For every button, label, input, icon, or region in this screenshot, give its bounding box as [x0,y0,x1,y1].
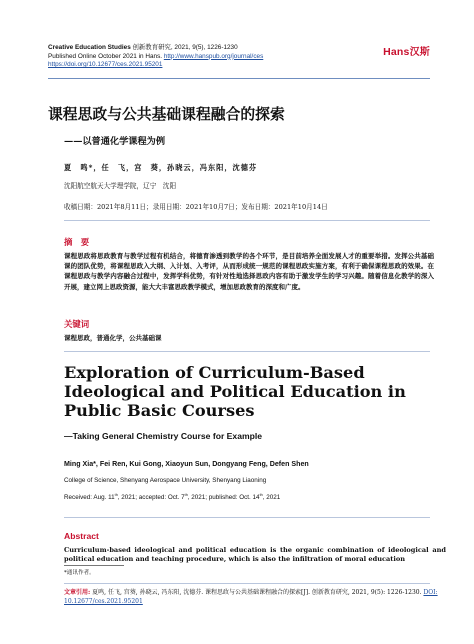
title-chinese: 课程思政与公共基础课程融合的探索 [48,106,285,123]
divider [64,583,430,584]
citation [64,588,444,606]
subtitle-chinese: ——以普通化学课程为例 [64,136,166,147]
abstract-heading-english: Abstract [64,531,99,541]
affiliation-english: College of Science, Shenyang Aerospace University, Shenyang Liaoning [64,477,267,484]
divider [64,517,430,518]
doi-link[interactable]: https://doi.org/10.12677/ces.2021.95201 [48,61,163,69]
title-english: Exploration of Curriculum-Based Ideological and Political Education in Public Basic Courses [64,363,406,420]
abstract-english: Curriculum-based ideological and political education is the organic combination of ideological and political education and teaching procedure, which is also the infiltration of moral education [64,546,446,564]
keywords-chinese: 课程思政，普通化学，公共基础课 [64,334,162,342]
publisher-logo: Hans汉斯 [383,46,430,58]
journal-issue-info: 创新教育研究, 2021, 9(5), 1226-1230 [130,44,238,51]
citation-label: 文章引用: [64,589,91,596]
footnote-divider [64,565,124,566]
journal-name: Creative Education Studies [48,44,131,51]
header-divider [48,78,430,79]
journal-url-link[interactable]: http://www.hanspub.org/journal/ces [163,52,264,60]
journal-header [48,44,368,70]
authors-english: Ming Xia*, Fei Ren, Kui Gong, Xiaoyun Sun, Dongyang Feng, Defen Shen [64,460,309,468]
citation-doi-link[interactable]: DOI: 10.12677/ces.2021.95201 [64,589,438,606]
divider [64,351,430,352]
citation-text: 夏鸣, 任飞, 宫葵, 孙晓云, 冯东阳, 沈德芬. 课程思政与公共基础课程融合的探索[J]. 创新教育研究, 2021, 9(5): 1226-1230. [90,589,424,596]
dates-english: Received: Aug. 11th, 2021; accepted: Oct. 7th, 2021; published: Oct. 14th, 2021 [64,492,281,501]
affiliation-chinese: 沈阳航空航天大学理学院，辽宁 沈阳 [64,182,177,190]
corresponding-author-footnote: *通讯作者。 [64,570,95,576]
dates-chinese: 收稿日期：2021年8月11日；录用日期：2021年10月7日；发布日期：2021年10月14日 [64,203,328,211]
abstract-chinese: 课程思政将思政教育与教学过程有机结合，将德育渗透到教学的各个环节，是目前培养全面发展人才的重要举措。发挥公共基础课的团队优势，将课程思政入大纲、入计划、入考评，从而形成统一规范的课程思政实施方案，有利于确保课程思政的效果。在课程思政与教学内容融合过程中，发挥学科优势，有针对性地选择思政内容有助于激发学生的学习兴趣。随着信息化教学的深入开展，建立网上思政资源，能大大丰富思政教学模式，增加思政教育的深度和广度。 [64,252,434,291]
subtitle-english: —Taking General Chemistry Course for Example [64,431,263,441]
authors-chinese: 夏 鸣*，任 飞，宫 葵，孙晓云，冯东阳，沈德芬 [64,163,258,172]
keywords-heading-chinese: 关键词 [64,319,90,329]
abstract-heading-chinese: 摘 要 [64,237,90,247]
divider [64,220,430,221]
published-online: Published Online October 2021 in Hans. [48,52,164,60]
